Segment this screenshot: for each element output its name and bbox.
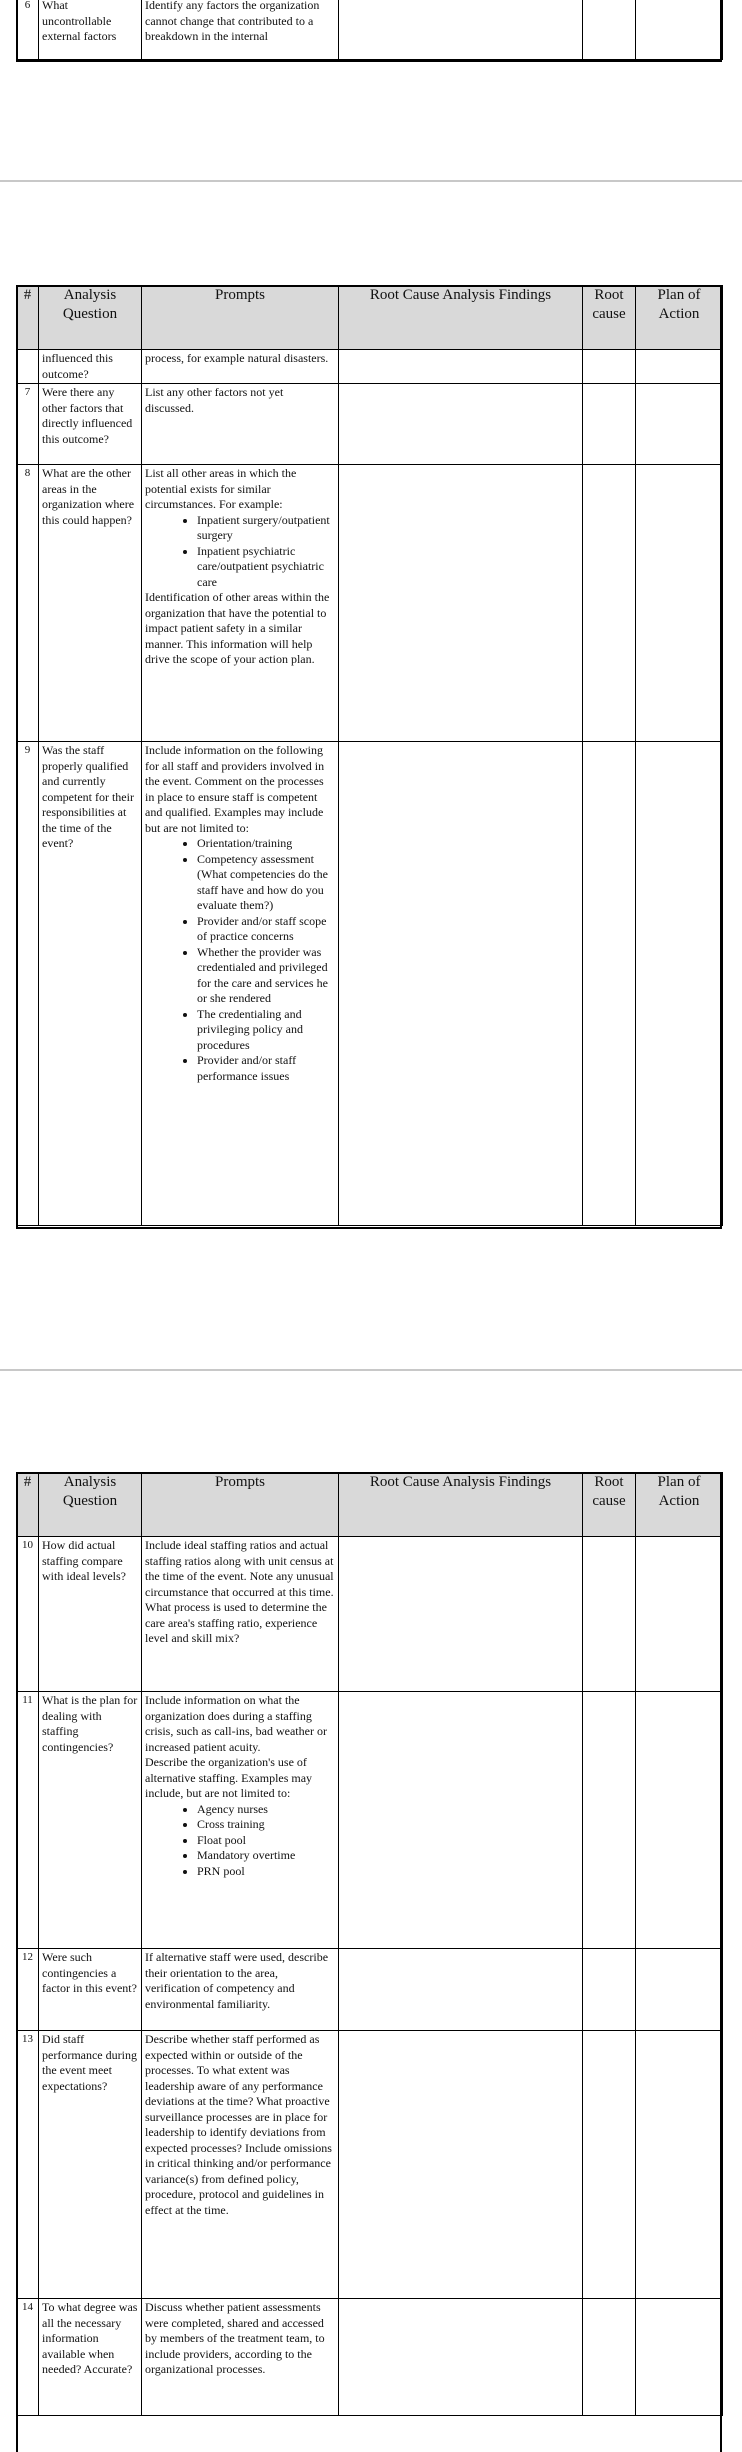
header-root-cause: Root cause — [583, 286, 636, 350]
prompt-text: process, for example natural disasters. — [142, 350, 339, 384]
prompt-text: Identify any factors the organization cannot change that contributed to a breakdown in the internal — [142, 0, 339, 60]
analysis-question: Were there any other factors that directly influenced this outcome? — [39, 384, 142, 465]
rca-table-fragment-3 — [16, 1472, 723, 2416]
list-item: • Provider and/or staff performance issues — [197, 1053, 335, 1084]
list-item: • Float pool — [197, 1833, 335, 1849]
findings-cell[interactable] — [339, 2031, 583, 2299]
row-number: 10 — [17, 1537, 39, 1692]
plan-cell[interactable] — [636, 2031, 723, 2299]
header-analysis-question: Analysis Question — [39, 1473, 142, 1537]
list-item: • Inpatient psychiatric care/outpatient psychiatric care — [197, 544, 335, 591]
row-number: 9 — [17, 742, 39, 1226]
table-row — [17, 0, 723, 60]
list-item: • Agency nurses — [197, 1802, 335, 1818]
table-row — [17, 742, 723, 1226]
list-item: • Whether the provider was credentialed and privileged for the care and services he or she rendered — [197, 945, 335, 1007]
list-item: • Cross training — [197, 1817, 335, 1833]
root-cause-cell[interactable] — [583, 384, 636, 465]
plan-cell[interactable] — [636, 350, 723, 384]
plan-cell[interactable] — [636, 1692, 723, 1949]
header-root-cause: Root cause — [583, 1473, 636, 1537]
analysis-question: Did staff performance during the event meet expectations? — [39, 2031, 142, 2299]
prompt-intro: Include information on the following for all staff and providers involved in the event. Comment on the processes in place to ensure staff is competent and qualified. Examples may include but are not limited to: — [145, 743, 325, 835]
plan-cell[interactable] — [636, 384, 723, 465]
findings-cell[interactable] — [339, 384, 583, 465]
plan-cell[interactable] — [636, 465, 723, 742]
row-number: 14 — [17, 2299, 39, 2416]
row-number: 13 — [17, 2031, 39, 2299]
table-row — [17, 1692, 723, 1949]
list-item: • Provider and/or staff scope of practice concerns — [197, 914, 335, 945]
root-cause-cell[interactable] — [583, 2031, 636, 2299]
table-header-row — [17, 286, 723, 350]
list-item: • The credentialing and privileging policy and procedures — [197, 1007, 335, 1054]
prompt-text — [142, 1692, 339, 1949]
prompt-bullet-list — [145, 836, 335, 1084]
analysis-question: Were such contingencies a factor in this event? — [39, 1949, 142, 2031]
analysis-question: influenced this outcome? — [39, 350, 142, 384]
row-number: 12 — [17, 1949, 39, 2031]
prompt-text: If alternative staff were used, describe their orientation to the area, verification of competency and environmental familiarity. — [142, 1949, 339, 2031]
table-row — [17, 384, 723, 465]
findings-cell[interactable] — [339, 0, 583, 60]
root-cause-cell[interactable] — [583, 350, 636, 384]
analysis-question: Was the staff properly qualified and currently competent for their responsibilities at the time of the event? — [39, 742, 142, 1226]
header-number: # — [17, 286, 39, 350]
analysis-question: What is the plan for dealing with staffing contingencies? — [39, 1692, 142, 1949]
analysis-question: What are the other areas in the organization where this could happen? — [39, 465, 142, 742]
plan-cell[interactable] — [636, 2299, 723, 2416]
header-number: # — [17, 1473, 39, 1537]
findings-cell[interactable] — [339, 350, 583, 384]
prompt-bullet-list — [145, 1802, 335, 1880]
root-cause-cell[interactable] — [583, 2299, 636, 2416]
row-number: 6 — [17, 0, 39, 60]
plan-cell[interactable] — [636, 1537, 723, 1692]
root-cause-cell[interactable] — [583, 465, 636, 742]
row-number: 8 — [17, 465, 39, 742]
analysis-question: To what degree was all the necessary information available when needed? Accurate? — [39, 2299, 142, 2416]
prompt-text: Include ideal staffing ratios and actual staffing ratios along with unit census at the time of the event. Note any unusual circumstance that occurred at this time. What process is used to determine the care area's staffing ratio, experience level and skill mix? — [142, 1537, 339, 1692]
row-number: 7 — [17, 384, 39, 465]
list-item: • Competency assessment (What competencies do the staff have and how do you evaluate them?) — [197, 852, 335, 914]
rca-table-fragment-1 — [16, 0, 723, 60]
page-fragment-2 — [0, 283, 742, 1231]
rca-table-fragment-2 — [16, 285, 723, 1226]
plan-cell[interactable] — [636, 0, 723, 60]
prompt-intro: Include information on what the organization does during a staffing crisis, such as call-ins, bad weather or increased patient acuity. — [145, 1693, 327, 1754]
table-row — [17, 350, 723, 384]
list-item: • PRN pool — [197, 1864, 335, 1880]
prompt-mid: Describe the organization's use of alternative staffing. Examples may include, but are not limited to: — [145, 1755, 313, 1800]
header-plan-of-action: Plan of Action — [636, 286, 723, 350]
list-item: • Inpatient surgery/outpatient surgery — [197, 513, 335, 544]
row-number — [17, 350, 39, 384]
header-analysis-question: Analysis Question — [39, 286, 142, 350]
header-plan-of-action: Plan of Action — [636, 1473, 723, 1537]
findings-cell[interactable] — [339, 2299, 583, 2416]
table-row — [17, 1537, 723, 1692]
table-row — [17, 2299, 723, 2416]
plan-cell[interactable] — [636, 742, 723, 1226]
findings-cell[interactable] — [339, 1537, 583, 1692]
table-header-row — [17, 1473, 723, 1537]
root-cause-cell[interactable] — [583, 0, 636, 60]
prompt-text — [142, 742, 339, 1226]
prompt-text: List any other factors not yet discussed. — [142, 384, 339, 465]
header-prompts: Prompts — [142, 1473, 339, 1537]
page-fragment-1 — [0, 0, 742, 62]
header-prompts: Prompts — [142, 286, 339, 350]
root-cause-cell[interactable] — [583, 742, 636, 1226]
header-findings: Root Cause Analysis Findings — [339, 286, 583, 350]
plan-cell[interactable] — [636, 1949, 723, 2031]
findings-cell[interactable] — [339, 1949, 583, 2031]
findings-cell[interactable] — [339, 465, 583, 742]
prompt-text — [142, 2299, 339, 2416]
findings-cell[interactable] — [339, 742, 583, 1226]
page-separator — [0, 180, 742, 182]
prompt-bullet-list — [145, 513, 335, 591]
analysis-question: What uncontrollable external factors — [39, 0, 142, 60]
list-item: • Orientation/training — [197, 836, 335, 852]
page-separator — [0, 1369, 742, 1371]
table-row — [17, 465, 723, 742]
root-cause-cell[interactable] — [583, 1692, 636, 1949]
prompt-text: Describe whether staff performed as expected within or outside of the processes. To what extent was leadership aware of any performance deviations at the time? What proactive surveillance processes are in place for leadership to identify deviations from expected processes? Include omissions in critical thinking and/or performance variance(s) from defined policy, procedure, protocol and guidelines in effect at the time. — [142, 2031, 339, 2299]
findings-cell[interactable] — [339, 1692, 583, 1949]
prompt-text-content: Discuss whether patient assessments were completed, shared and accessed by members of the treatment team, to include providers, according to the organizational processes. — [145, 2300, 325, 2376]
table-row — [17, 2031, 723, 2299]
prompt-outro: Identification of other areas within the organization that have the potential to impact patient safety in a similar manner. This information will help drive the scope of your action plan. — [145, 590, 330, 666]
prompt-intro: List all other areas in which the potential exists for similar circumstances. For example: — [145, 466, 297, 511]
root-cause-cell[interactable] — [583, 1537, 636, 1692]
row-number: 11 — [17, 1692, 39, 1949]
list-item: • Mandatory overtime — [197, 1848, 335, 1864]
table-row — [17, 1949, 723, 2031]
root-cause-cell[interactable] — [583, 1949, 636, 2031]
analysis-question: How did actual staffing compare with ideal levels? — [39, 1537, 142, 1692]
header-findings: Root Cause Analysis Findings — [339, 1473, 583, 1537]
page-fragment-3 — [0, 1470, 742, 2452]
prompt-text — [142, 465, 339, 742]
